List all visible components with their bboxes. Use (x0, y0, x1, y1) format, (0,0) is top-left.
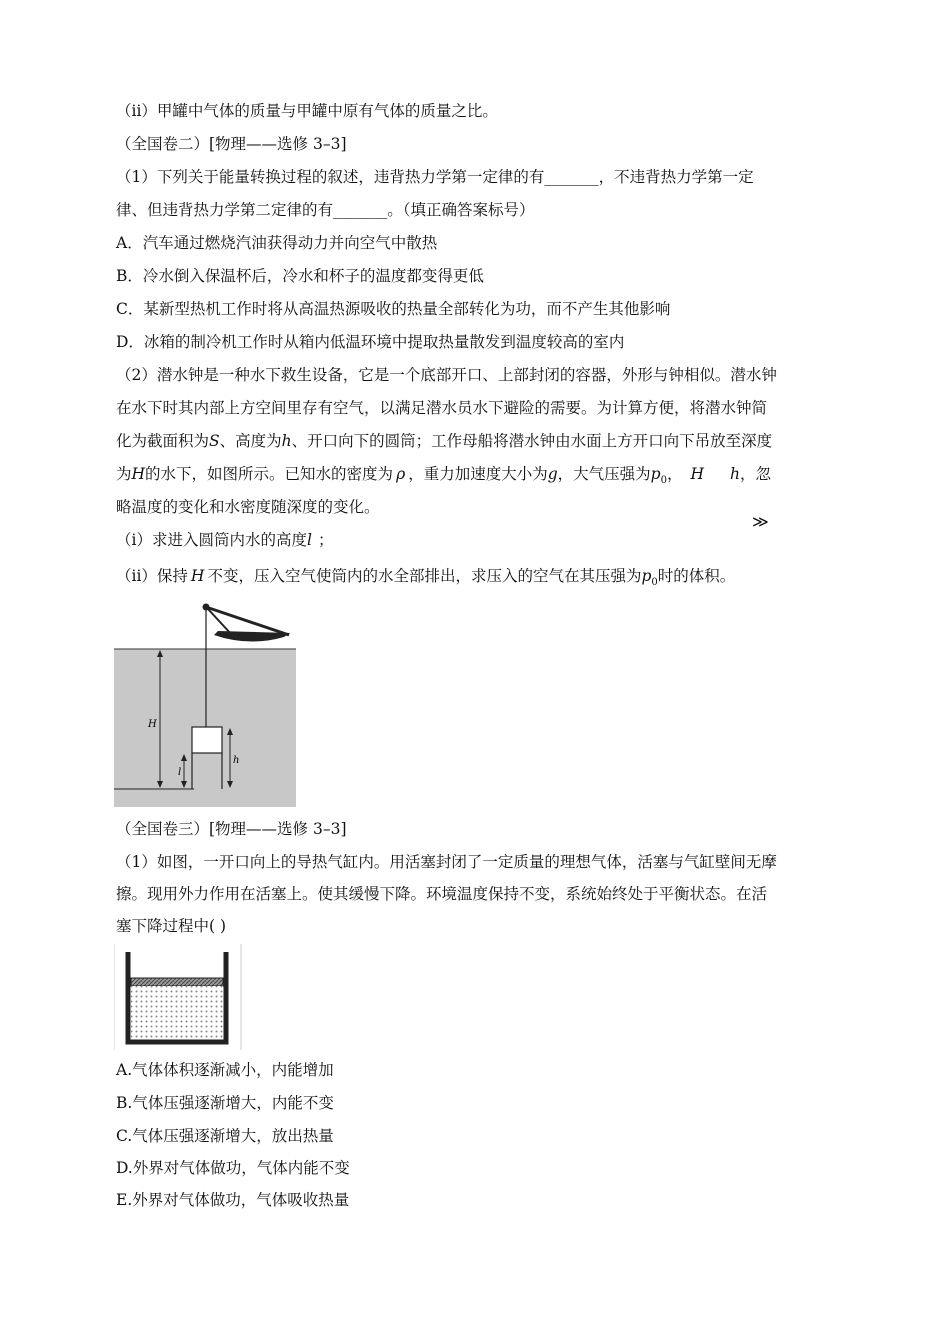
text-span: 的水下，如图所示。已知水的密度为 (145, 465, 394, 483)
option-e: E.外界对气体做功，气体吸收热量 (116, 1191, 350, 1209)
option-b: B.气体压强逐渐增大，内能不变 (116, 1094, 334, 1112)
var-H: H (190, 567, 205, 585)
gas-region (131, 986, 223, 1039)
text-line: 擦。现用外力作用在活塞上。使其缓慢下降。环境温度保持不变，系统始终处于平衡状态。在活 (116, 885, 768, 903)
text-line: （2）潜水钟是一种水下救生设备，它是一个底部开口、上部封闭的容器，外形与钟相似。潜水钟 (116, 366, 777, 384)
section-heading: （全国卷三）[物理——选修 3–3] (116, 820, 347, 838)
var-g: g (547, 465, 558, 483)
text-span: 、开口向下的圆筒；工作母船将潜水钟由水面上方开口向下吊放至深度 (291, 432, 773, 450)
text-span: （ii）保持 (116, 567, 188, 585)
option-c: C.气体压强逐渐增大，放出热量 (116, 1127, 334, 1145)
option-a: A．汽车通过燃烧汽油获得动力并向空气中散热 (116, 234, 438, 252)
l-label: l (178, 767, 182, 778)
text-line (116, 464, 771, 491)
var-rho: ρ (396, 465, 406, 483)
piston (131, 978, 223, 986)
option-c: C．某新型热机工作时将从高温热源吸收的热量全部转化为功，而不产生其他影响 (116, 300, 671, 318)
text-span: ，忽 (740, 465, 772, 483)
text-span: ， (666, 465, 683, 483)
var-h: h (730, 465, 740, 483)
option-a: A.气体体积逐渐减小，内能增加 (116, 1061, 334, 1079)
option-d: D．冰箱的制冷机工作时从箱内低温环境中提取热量散发到温度较高的室内 (116, 333, 625, 351)
subscript: 0 (660, 475, 667, 486)
text-span: （i）求进入圆筒内水的高度 (116, 531, 307, 549)
var-l: l (306, 531, 312, 549)
text-line (116, 431, 772, 451)
var-H: H (131, 465, 146, 483)
text-line: （1）如图，一开口向上的导热气缸内。用活塞封闭了一定质量的理想气体，活塞与气缸壁间无摩 (116, 853, 777, 871)
var-p: p (650, 465, 661, 483)
bell-air-space (192, 727, 222, 753)
text-span: ，重力加速度大小为 (408, 465, 548, 483)
text-line (116, 566, 735, 593)
text-span: 为 (116, 465, 132, 483)
text-line (116, 530, 333, 550)
text-line: 略温度的变化和水密度随深度的变化。 (116, 498, 380, 516)
H-label: H (148, 719, 157, 730)
var-s: S (209, 432, 220, 450)
text-line: （ii）甲罐中气体的质量与甲罐中原有气体的质量之比。 (116, 102, 498, 120)
subscript: 0 (651, 577, 658, 588)
text-line: （1）下列关于能量转换过程的叙述，违背热力学第一定律的有_______，不违背热力学第一定 (116, 168, 754, 186)
diving-bell-figure (114, 597, 296, 807)
section-heading: （全国卷二）[物理——选修 3–3] (116, 135, 347, 153)
much-greater-symbol: ≫ (752, 512, 769, 531)
text-span: 时的体积。 (657, 567, 736, 585)
text-span: 不变，压入空气使筒内的水全部排出，求压入的空气在其压强为 (207, 567, 642, 585)
text-span: ，大气压强为 (557, 465, 651, 483)
var-p: p (641, 567, 652, 585)
option-d: D.外界对气体做功，气体内能不变 (116, 1159, 350, 1177)
text-span: 、高度为 (219, 432, 282, 450)
cylinder-piston-figure (114, 944, 242, 1050)
text-line: 在水下时其内部上方空间里存有空气，以满足潜水员水下避险的需要。为计算方便，将潜水钟简 (116, 399, 768, 417)
option-b: B．冷水倒入保温杯后，冷水和杯子的温度都变得更低 (116, 267, 484, 285)
var-H: H (690, 465, 705, 483)
text-span: 化为截面积为 (116, 432, 210, 450)
text-span: ； (317, 531, 334, 549)
text-line: 塞下降过程中( ) (116, 917, 227, 935)
var-h: h (281, 432, 292, 450)
text-line: 律、但违背热力学第二定律的有_______。（填正确答案标号） (116, 201, 535, 219)
h-label: h (233, 755, 240, 766)
